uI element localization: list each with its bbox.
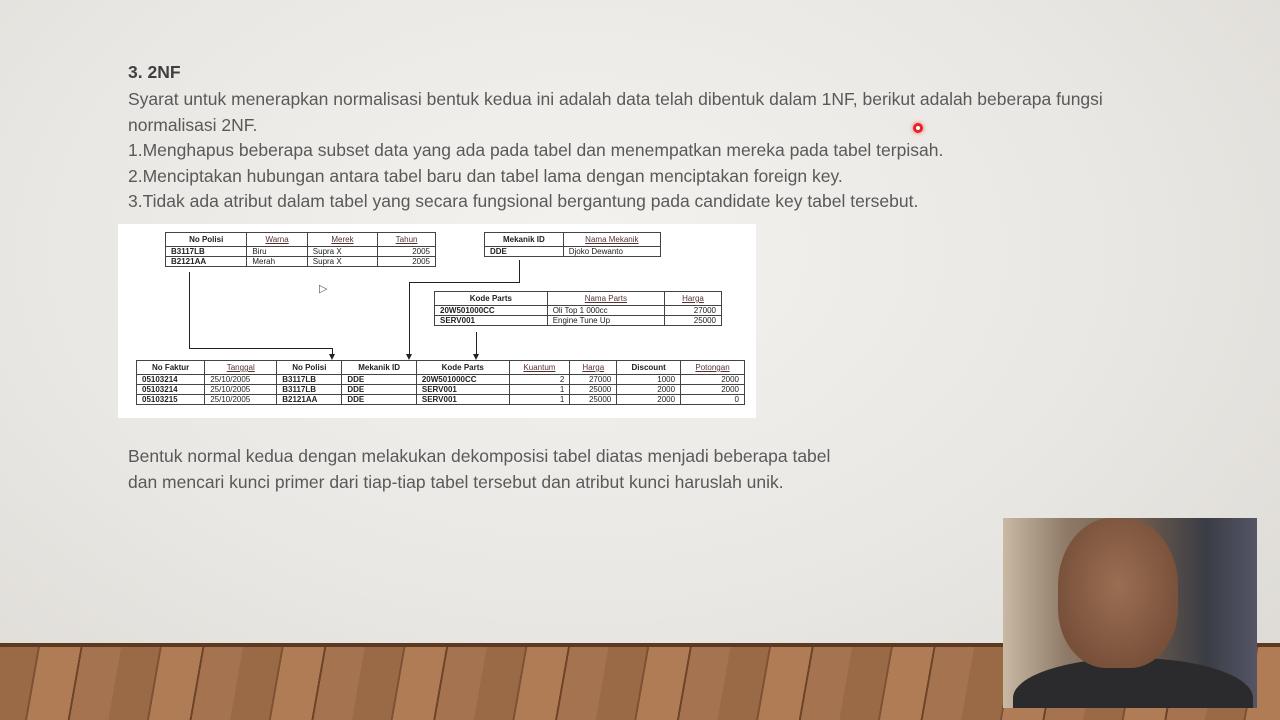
table-cell: B3117LB <box>277 385 342 395</box>
table-cell: 1000 <box>617 375 681 385</box>
table-cell: Supra X <box>307 257 377 267</box>
table-cell: B2121AA <box>166 257 247 267</box>
table-cell: SERV001 <box>416 395 509 405</box>
table-cell: 0 <box>681 395 745 405</box>
table-cell: 05103214 <box>137 385 205 395</box>
webcam-overlay <box>1003 518 1257 708</box>
table-cell: Engine Tune Up <box>547 316 664 326</box>
table-row <box>435 316 722 326</box>
table-cell: 05103214 <box>137 375 205 385</box>
relation-line <box>409 282 410 354</box>
table-cell: 2000 <box>617 385 681 395</box>
table-cell: 25000 <box>570 395 617 405</box>
table-cell: 25/10/2005 <box>205 385 277 395</box>
column-header: Harga <box>664 292 721 306</box>
table-row <box>485 247 661 257</box>
table-cell: Djoko Dewanto <box>563 247 660 257</box>
relation-line <box>409 282 520 283</box>
arrow-down-icon <box>406 354 412 360</box>
table-cell: 25/10/2005 <box>205 395 277 405</box>
table-cell: 2000 <box>681 375 745 385</box>
table-cell: DDE <box>342 385 417 395</box>
table-cell: 25000 <box>664 316 721 326</box>
table-parts <box>434 291 722 326</box>
intro-text: Syarat untuk menerapkan normalisasi bentuk kedua ini adalah data telah dibentuk dalam 1NF, berikut adalah beberapa fungsi normalisasi 2NF. <box>128 89 1103 135</box>
table-cell: Supra X <box>307 247 377 257</box>
bottom-paragraph: Bentuk normal kedua dengan melakukan dekomposisi tabel diatas menjadi beberapa tabel dan mencari kunci primer dari tiap-tiap tabel tersebut dan atribut kunci haruslah unik. <box>128 446 831 492</box>
table-cell: 25/10/2005 <box>205 375 277 385</box>
table-cell: B2121AA <box>277 395 342 405</box>
column-header: Kuantum <box>509 361 570 375</box>
column-header: Kode Parts <box>435 292 548 306</box>
relation-line <box>519 260 520 282</box>
laser-pointer-icon <box>913 123 923 133</box>
point-2: 2.Menciptakan hubungan antara tabel baru dan tabel lama dengan menciptakan foreign key. <box>128 165 843 186</box>
table-cell: Oli Top 1 000cc <box>547 306 664 316</box>
normalization-diagram <box>118 224 756 418</box>
table-cell: 1 <box>509 385 570 395</box>
table-cell: 2005 <box>378 247 436 257</box>
arrow-down-icon <box>473 354 479 360</box>
point-1: 1.Menghapus beberapa subset data yang ada pada tabel dan menempatkan mereka pada tabel terpisah. <box>128 140 944 160</box>
column-header: Nama Parts <box>547 292 664 306</box>
table-cell: Merah <box>247 257 307 267</box>
column-header: Warna <box>247 233 307 247</box>
column-header: Mekanik ID <box>485 233 564 247</box>
table-row <box>166 257 436 267</box>
mouse-cursor-icon: ▷ <box>319 283 328 295</box>
table-cell: DDE <box>485 247 564 257</box>
table-row <box>435 306 722 316</box>
table-kendaraan <box>165 232 436 267</box>
table-cell: SERV001 <box>435 316 548 326</box>
table-faktur <box>136 360 745 405</box>
slide-title: 3. 2NF <box>128 62 181 82</box>
table-cell: B3117LB <box>277 375 342 385</box>
column-header: Discount <box>617 361 681 375</box>
table-cell: DDE <box>342 395 417 405</box>
table-cell: 05103215 <box>137 395 205 405</box>
slide-paragraph <box>128 87 1188 215</box>
arrow-down-icon <box>329 354 335 360</box>
column-header: No Faktur <box>137 361 205 375</box>
table-cell: 2000 <box>681 385 745 395</box>
column-header: Kode Parts <box>416 361 509 375</box>
point-3: 3.Tidak ada atribut dalam tabel yang secara fungsional bergantung pada candidate key tabel tersebut. <box>128 191 919 211</box>
relation-line <box>189 272 190 348</box>
table-cell: 20W501000CC <box>416 375 509 385</box>
table-mekanik <box>484 232 661 257</box>
table-cell: B3117LB <box>166 247 247 257</box>
presenter-face <box>1058 518 1178 668</box>
column-header: Nama Mekanik <box>563 233 660 247</box>
table-cell: 20W501000CC <box>435 306 548 316</box>
table-row <box>166 247 436 257</box>
table-row <box>137 395 745 405</box>
table-cell: 2000 <box>617 395 681 405</box>
column-header: Mekanik ID <box>342 361 417 375</box>
table-cell: Biru <box>247 247 307 257</box>
relation-line <box>476 332 477 354</box>
table-cell: DDE <box>342 375 417 385</box>
column-header: No Polisi <box>166 233 247 247</box>
column-header: Tahun <box>378 233 436 247</box>
table-cell: SERV001 <box>416 385 509 395</box>
table-row <box>137 385 745 395</box>
table-cell: 27000 <box>664 306 721 316</box>
table-cell: 2 <box>509 375 570 385</box>
table-cell: 27000 <box>570 375 617 385</box>
column-header: Harga <box>570 361 617 375</box>
table-cell: 2005 <box>378 257 436 267</box>
table-row <box>137 375 745 385</box>
relation-line <box>189 348 332 349</box>
table-cell: 1 <box>509 395 570 405</box>
column-header: Tanggal <box>205 361 277 375</box>
column-header: Merek <box>307 233 377 247</box>
table-cell: 25000 <box>570 385 617 395</box>
column-header: No Polisi <box>277 361 342 375</box>
column-header: Potongan <box>681 361 745 375</box>
